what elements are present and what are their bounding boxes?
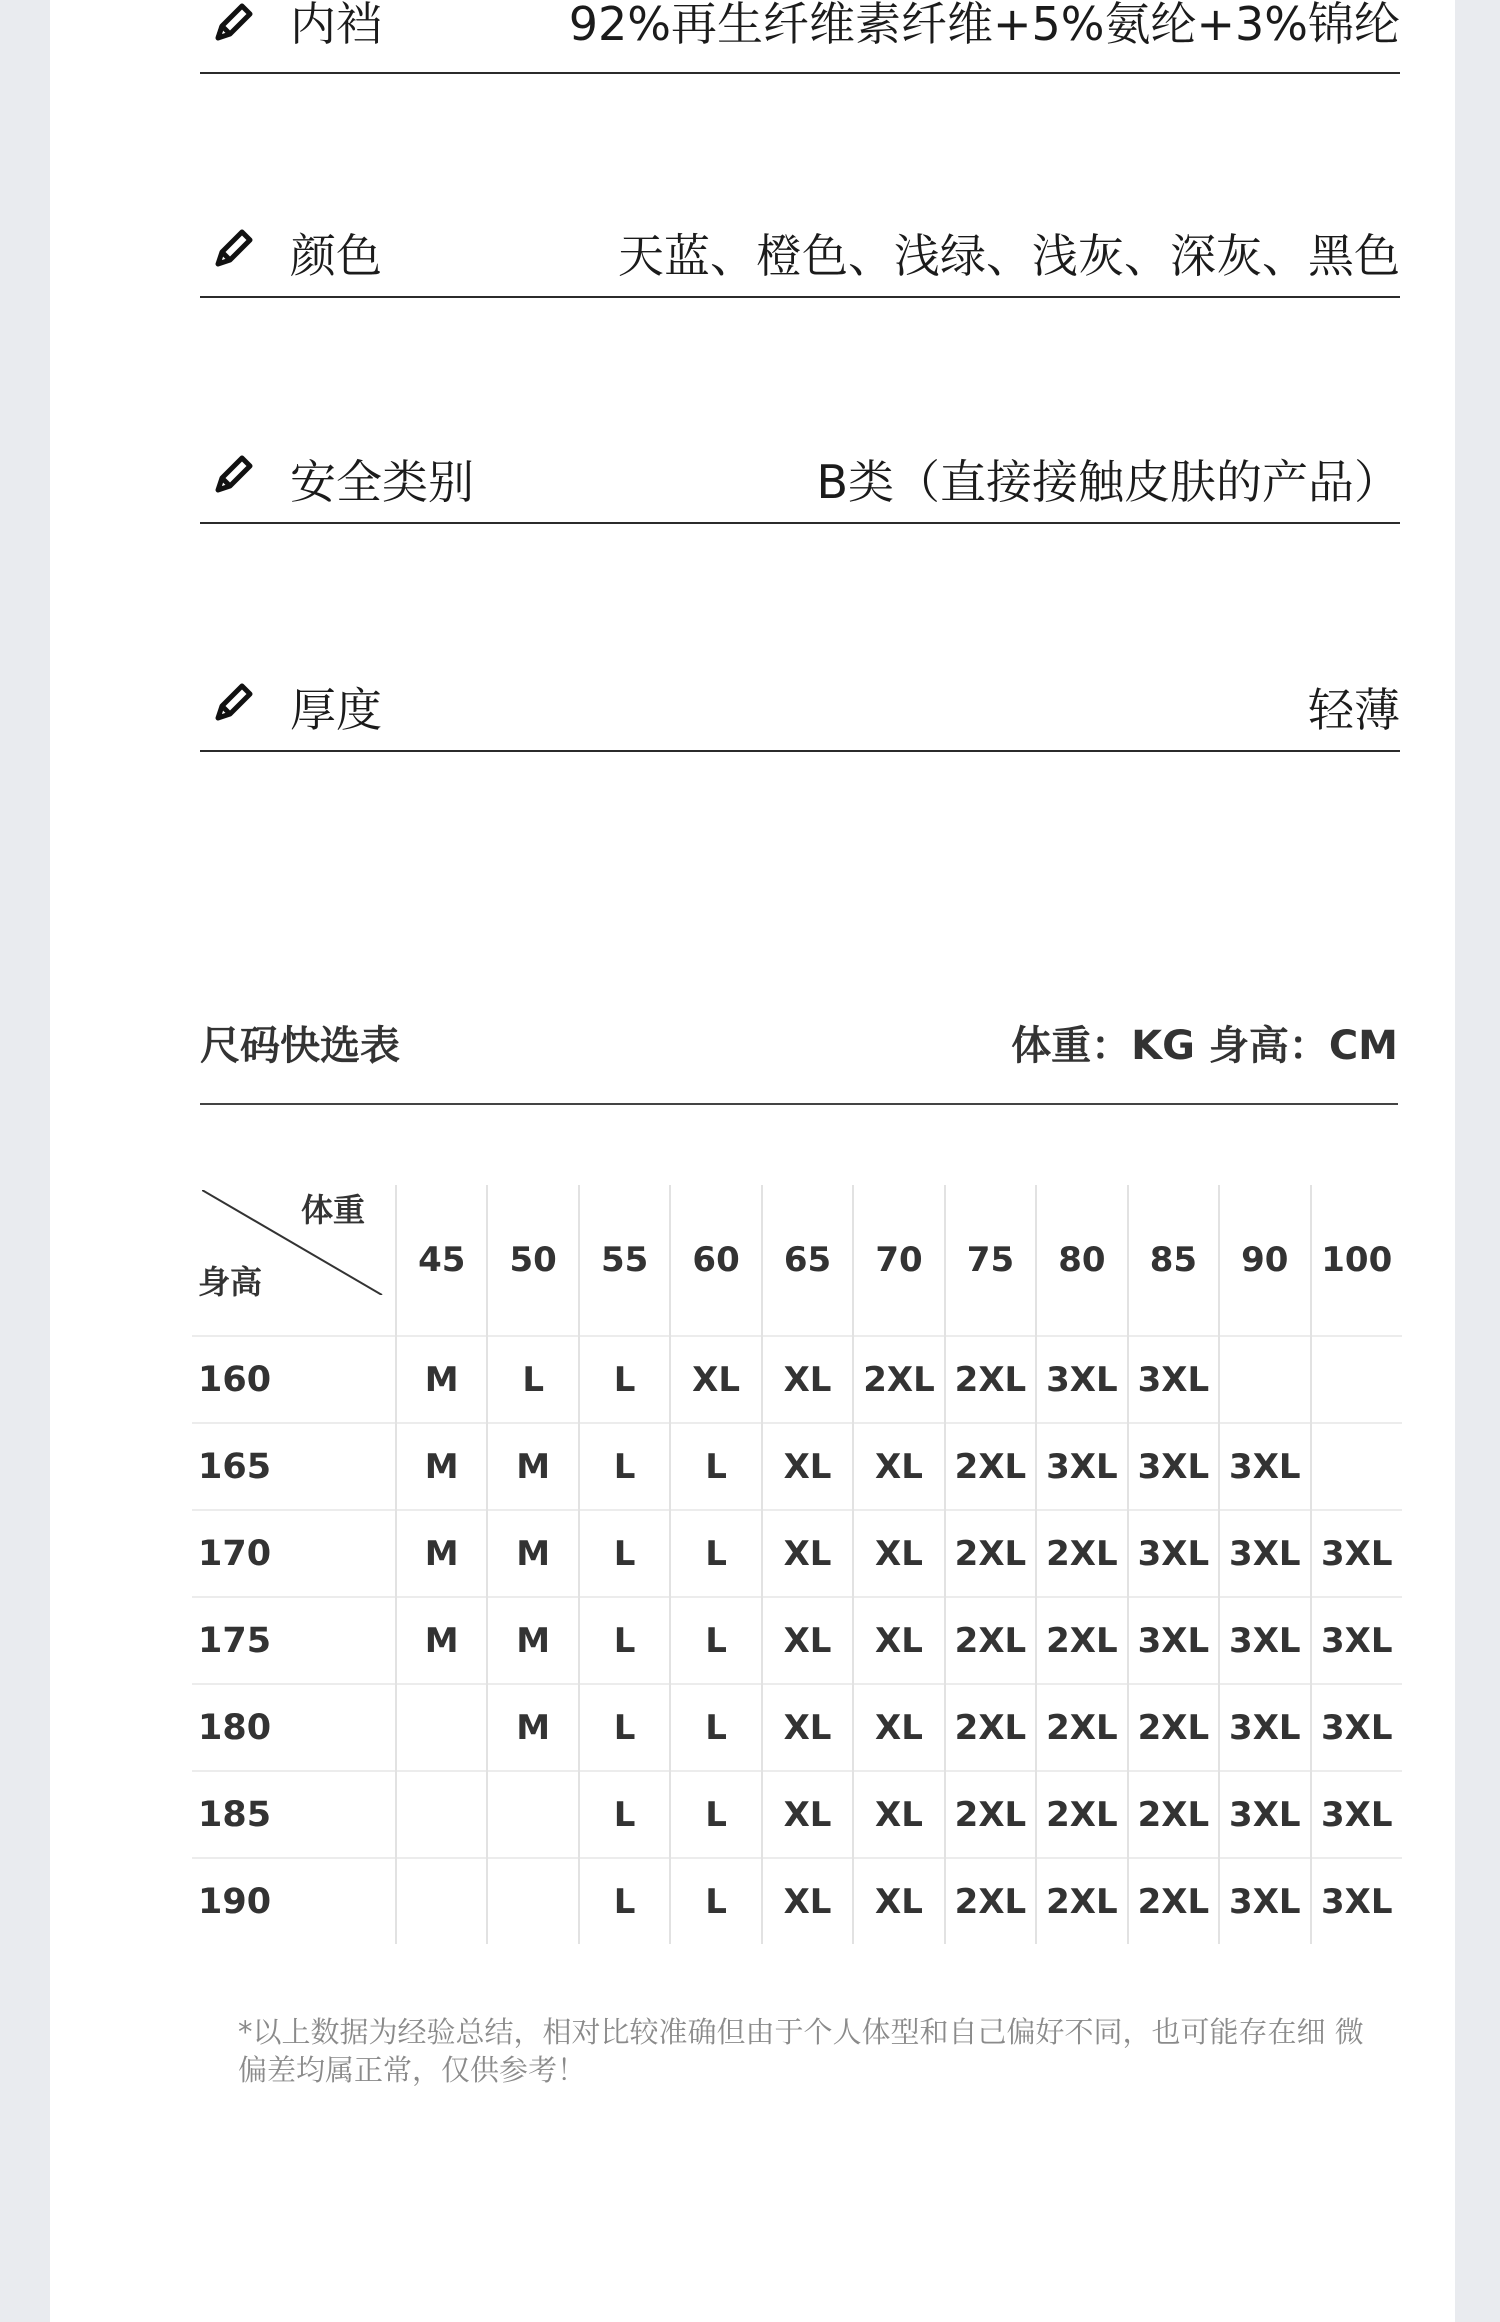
size-cell: L [579,1684,670,1771]
table-row [192,1597,1402,1684]
size-cell: 2XL [1128,1858,1219,1944]
size-cell: M [487,1597,578,1684]
size-table-corner [192,1185,396,1336]
size-cell [396,1684,487,1771]
size-cell: XL [762,1423,853,1510]
size-cell [487,1858,578,1944]
size-cell: L [579,1510,670,1597]
table-row [192,1684,1402,1771]
size-cell [396,1858,487,1944]
size-cell: 3XL [1311,1771,1402,1858]
size-cell: XL [853,1423,944,1510]
height-cell: 175 [192,1597,396,1684]
size-cell: 2XL [945,1510,1036,1597]
pencil-icon [210,222,260,272]
table-row [192,1771,1402,1858]
weight-header: 80 [1036,1185,1127,1336]
size-chart-table [192,1185,1402,1944]
size-cell: M [396,1423,487,1510]
height-cell: 170 [192,1510,396,1597]
size-cell: M [396,1597,487,1684]
size-cell: 3XL [1219,1597,1310,1684]
size-cell: L [579,1336,670,1423]
height-cell: 185 [192,1771,396,1858]
size-cell: 2XL [1128,1771,1219,1858]
size-cell: 2XL [1128,1684,1219,1771]
weight-header: 70 [853,1185,944,1336]
size-cell: 3XL [1219,1510,1310,1597]
size-cell: L [670,1597,761,1684]
size-chart-header [200,1008,1398,1105]
spec-label: 安全类别 [290,455,474,509]
size-cell: 3XL [1128,1597,1219,1684]
spec-value: 92%再生纤维素纤维+5%氨纶+3%锦纶 [568,0,1400,51]
size-cell: XL [762,1858,853,1944]
size-cell: 3XL [1128,1336,1219,1423]
size-cell: XL [853,1597,944,1684]
table-row [192,1423,1402,1510]
weight-header: 55 [579,1185,670,1336]
spec-value: 天蓝、橙色、浅绿、浅灰、深灰、黑色 [618,229,1400,283]
size-cell: 3XL [1219,1771,1310,1858]
size-cell: M [396,1336,487,1423]
size-cell: XL [762,1597,853,1684]
size-cell: 3XL [1036,1336,1127,1423]
height-cell: 160 [192,1336,396,1423]
size-cell: XL [853,1771,944,1858]
size-cell: M [396,1510,487,1597]
weight-header: 85 [1128,1185,1219,1336]
size-cell: XL [762,1510,853,1597]
size-cell [1311,1423,1402,1510]
size-cell: XL [762,1336,853,1423]
pencil-icon [210,0,260,46]
size-cell: 2XL [945,1684,1036,1771]
table-row [192,1858,1402,1944]
size-cell: 3XL [1219,1423,1310,1510]
size-cell: 2XL [1036,1510,1127,1597]
size-cell: XL [670,1336,761,1423]
size-cell: 2XL [945,1423,1036,1510]
weight-header: 75 [945,1185,1036,1336]
size-cell: L [579,1597,670,1684]
height-cell: 190 [192,1858,396,1944]
size-cell: L [670,1423,761,1510]
size-cell: 3XL [1311,1597,1402,1684]
size-cell: M [487,1510,578,1597]
size-cell: 2XL [945,1336,1036,1423]
size-cell: 3XL [1128,1423,1219,1510]
size-cell: XL [762,1771,853,1858]
size-cell: 3XL [1311,1684,1402,1771]
size-chart-units: 体重：KG 身高：CM [1011,1023,1398,1069]
pencil-icon [210,448,260,498]
weight-header: 100 [1311,1185,1402,1336]
size-cell: 3XL [1311,1510,1402,1597]
size-chart-title: 尺码快选表 [200,1023,400,1069]
weight-header: 60 [670,1185,761,1336]
size-cell: 2XL [945,1597,1036,1684]
size-cell: 2XL [945,1858,1036,1944]
size-cell [396,1771,487,1858]
size-cell: L [579,1858,670,1944]
product-detail-page [50,0,1455,2322]
size-cell: XL [853,1684,944,1771]
size-cell: XL [762,1684,853,1771]
size-cell: L [670,1510,761,1597]
size-cell [1311,1336,1402,1423]
corner-height-label: 身高 [198,1263,263,1301]
table-row [192,1510,1402,1597]
spec-label: 颜色 [290,229,382,283]
spec-row-thickness [200,676,1400,752]
size-cell: L [487,1336,578,1423]
size-cell: XL [853,1858,944,1944]
size-cell: 3XL [1128,1510,1219,1597]
table-row [192,1336,1402,1423]
corner-weight-label: 体重 [300,1191,365,1229]
size-cell: 2XL [1036,1597,1127,1684]
size-cell: L [670,1858,761,1944]
size-cell: 2XL [853,1336,944,1423]
spec-value: 轻薄 [1308,683,1400,737]
size-cell: L [579,1423,670,1510]
spec-label: 内裆 [290,0,382,51]
size-cell [1219,1336,1310,1423]
size-cell: L [670,1771,761,1858]
weight-header: 45 [396,1185,487,1336]
pencil-icon [210,676,260,726]
size-cell: 3XL [1036,1423,1127,1510]
spec-row-crotch [200,0,1400,74]
size-cell: 2XL [945,1771,1036,1858]
spec-row-color [200,222,1400,298]
size-cell: XL [853,1510,944,1597]
spec-label: 厚度 [290,683,382,737]
weight-header: 65 [762,1185,853,1336]
spec-value: B类（直接接触皮肤的产品） [816,455,1400,509]
size-chart-note: *以上数据为经验总结，相对比较准确但由于个人体型和自己偏好不同，也可能存在细 微偏差均属正常，仅供参考！ [238,2015,1364,2087]
size-cell: 2XL [1036,1684,1127,1771]
size-cell: 3XL [1219,1858,1310,1944]
size-cell: 3XL [1311,1858,1402,1944]
size-cell: 2XL [1036,1858,1127,1944]
size-cell: L [579,1771,670,1858]
size-cell: L [670,1684,761,1771]
size-table-header-row [192,1185,1402,1336]
height-cell: 165 [192,1423,396,1510]
weight-header: 50 [487,1185,578,1336]
spec-row-safety [200,448,1400,524]
size-cell: 2XL [1036,1771,1127,1858]
size-cell [487,1771,578,1858]
size-cell: M [487,1684,578,1771]
height-cell: 180 [192,1684,396,1771]
weight-header: 90 [1219,1185,1310,1336]
size-cell: 3XL [1219,1684,1310,1771]
size-cell: M [487,1423,578,1510]
